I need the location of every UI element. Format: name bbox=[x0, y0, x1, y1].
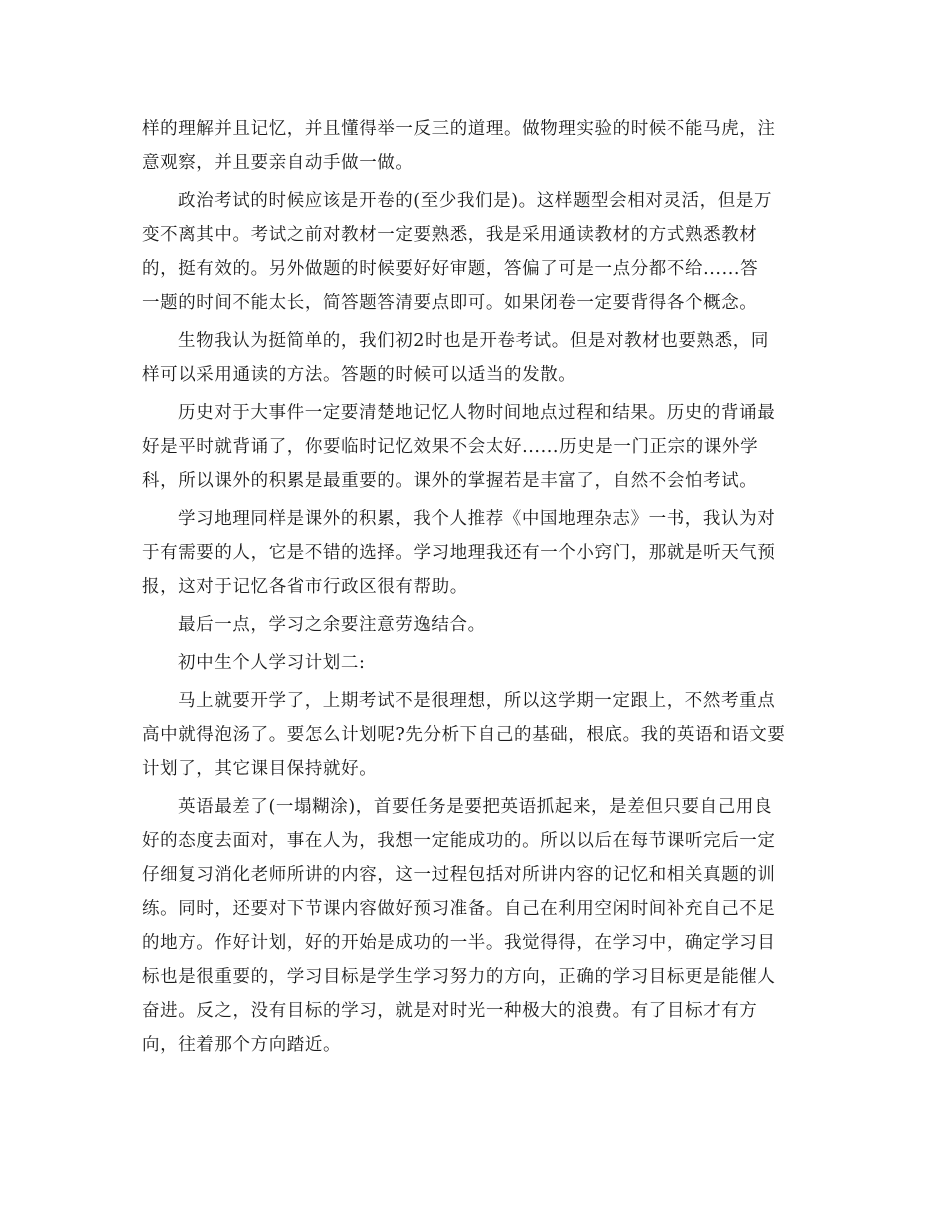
paragraph-start-line: 英语最差了(一塌糊涂)，首要任务是要把英语抓起来，是差但只要自己用良 bbox=[178, 797, 773, 817]
text-line: 标也是很重要的，学习目标是学生学习努力的方向，正确的学习目标更是能催人 bbox=[142, 967, 776, 987]
text-line: 好的态度去面对，事在人为，我想一定能成功的。所以以后在每节课听完后一定 bbox=[142, 831, 776, 851]
text-line: 报，这对于记忆各省市行政区很有帮助。 bbox=[142, 577, 468, 597]
text-line: 的地方。作好计划，好的开始是成功的一半。我觉得得，在学习中，确定学习目 bbox=[142, 933, 776, 953]
paragraph-start-line: 生物我认为挺简单的，我们初2时也是开卷考试。但是对教材也要熟悉，同 bbox=[178, 331, 769, 351]
document-body bbox=[142, 112, 810, 1062]
text-line: 练。同时，还要对下节课内容做好预习准备。自己在利用空闲时间补充自己不足 bbox=[142, 899, 776, 919]
paragraph-start-line: 最后一点，学习之余要注意劳逸结合。 bbox=[178, 615, 486, 635]
paragraph-start-line: 政治考试的时候应该是开卷的(至少我们是)。这样题型会相对灵活，但是万 bbox=[178, 191, 773, 211]
text-line: 意观察，并且要亲自动手做一做。 bbox=[142, 153, 414, 173]
text-line: 变不离其中。考试之前对教材一定要熟悉，我是采用通读教材的方式熟悉教材 bbox=[142, 225, 758, 245]
text-line: 于有需要的人，它是不错的选择。学习地理我还有一个小窍门，那就是听天气预 bbox=[142, 543, 776, 563]
paragraph-start-line: 马上就要开学了，上期考试不是很理想，所以这学期一定跟上，不然考重点 bbox=[178, 691, 776, 711]
text-line: 样的理解并且记忆，并且懂得举一反三的道理。做物理实验的时候不能马虎，注 bbox=[142, 119, 776, 139]
text-line: 科，所以课外的积累是最重要的。课外的掌握若是丰富了，自然不会怕考试。 bbox=[142, 471, 758, 491]
text-line: 仔细复习消化老师所讲的内容，这一过程包括对所讲内容的记忆和相关真题的训 bbox=[142, 865, 776, 885]
text-line: 好是平时就背诵了，你要临时记忆效果不会太好......历史是一门正宗的课外学 bbox=[142, 437, 759, 457]
paragraph-start-line: 学习地理同样是课外的积累，我个人推荐《中国地理杂志》一书，我认为对 bbox=[178, 509, 776, 529]
text-line: 的，挺有效的。另外做题的时候要好好审题，答偏了可是一点分都不给......答 bbox=[142, 259, 759, 279]
paragraph-start-line: 历史对于大事件一定要清楚地记忆人物时间地点过程和结果。历史的背诵最 bbox=[178, 403, 776, 423]
section-heading: 初中生个人学习计划二: bbox=[178, 653, 366, 673]
text-line: 奋进。反之，没有目标的学习，就是对时光一种极大的浪费。有了目标才有方 bbox=[142, 1001, 758, 1021]
text-line: 高中就得泡汤了。要怎么计划呢?先分析下自己的基础，根底。我的英语和语文要 bbox=[142, 725, 786, 745]
text-line: 样可以采用通读的方法。答题的时候可以适当的发散。 bbox=[142, 365, 577, 385]
text-line: 一题的时间不能太长，简答题答清要点即可。如果闭卷一定要背得各个概念。 bbox=[142, 293, 758, 313]
text-line: 计划了，其它课目保持就好。 bbox=[142, 759, 378, 779]
text-line: 向，往着那个方向踏近。 bbox=[142, 1035, 342, 1055]
